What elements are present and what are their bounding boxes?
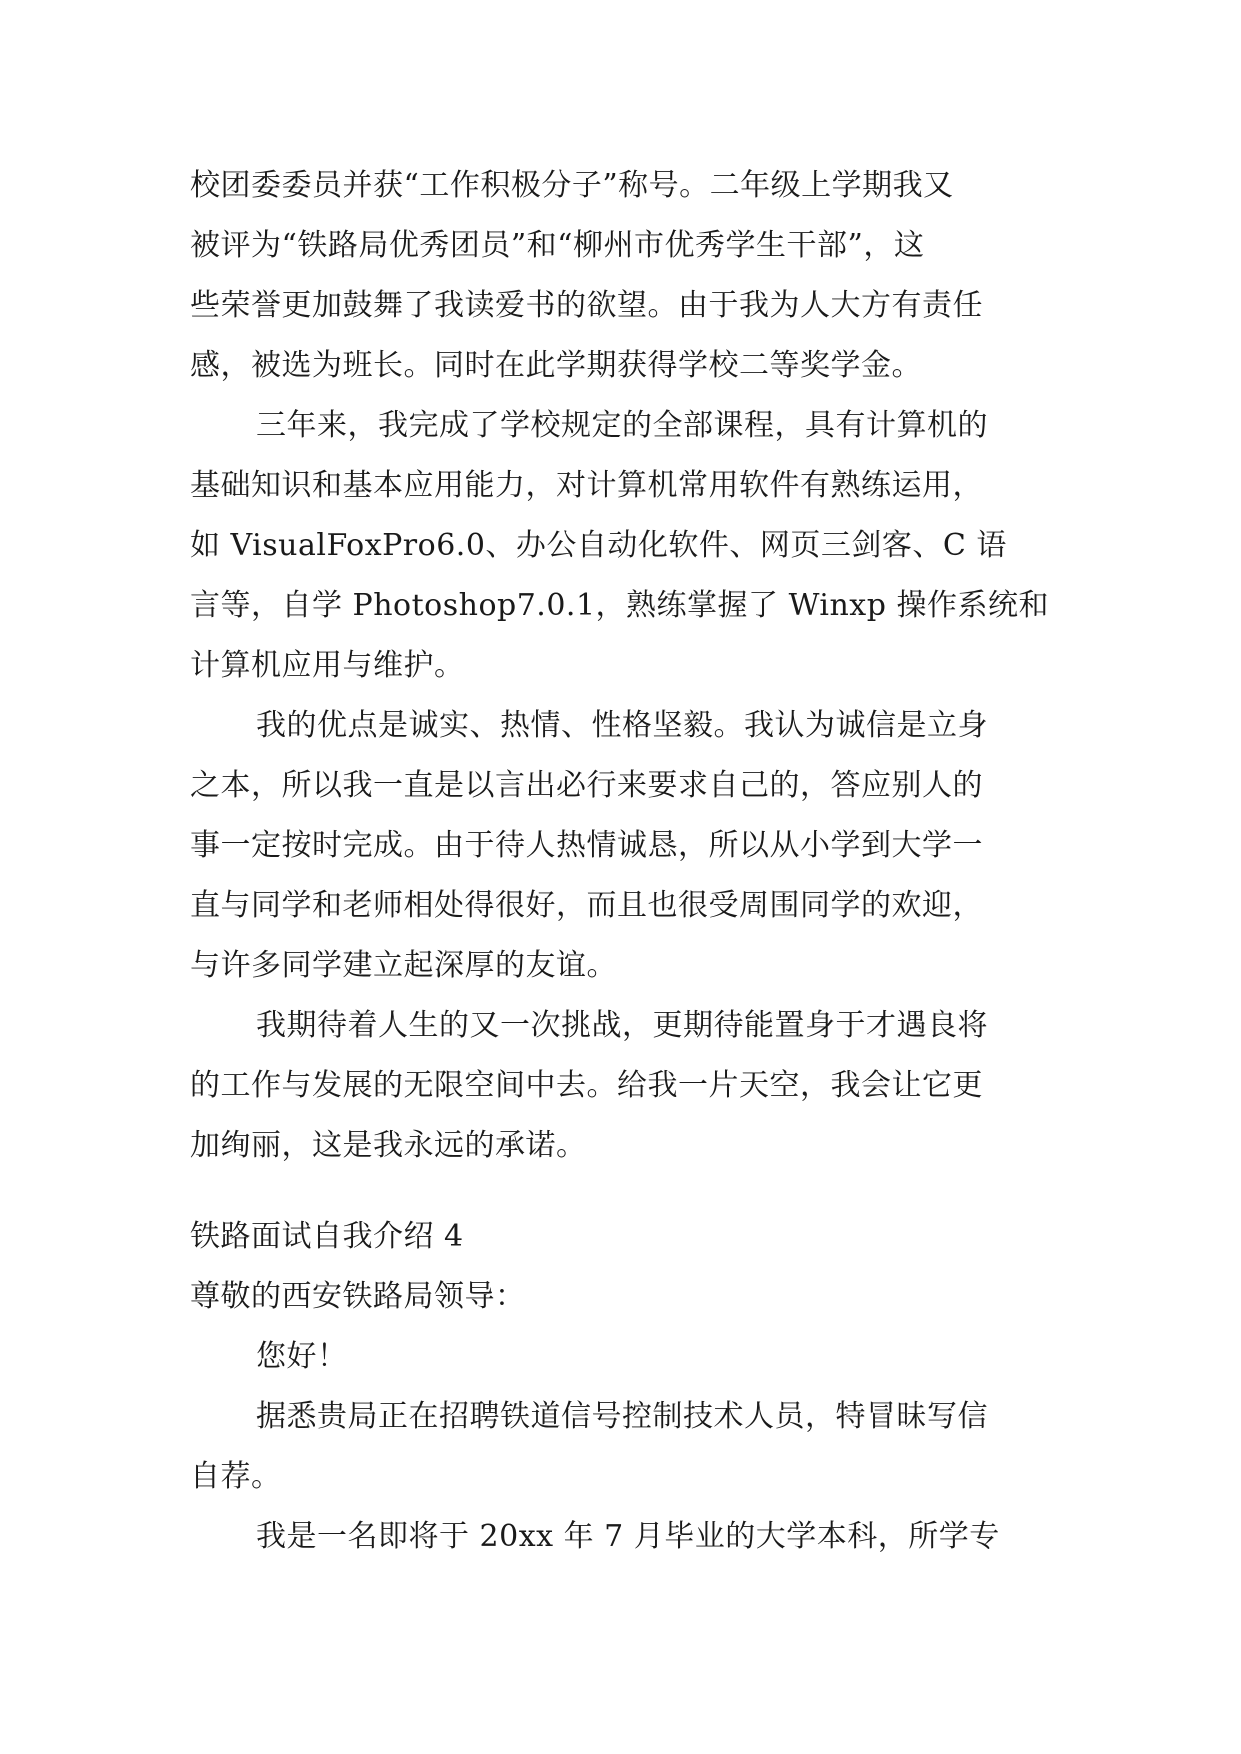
greeting-line: 您好！ [256,1339,348,1374]
text-line: 计算机应用与维护。 [190,648,465,683]
text-line: 基础知识和基本应用能力，对计算机常用软件有熟练运用， [190,468,983,503]
text-line: 校团委委员并获“工作积极分子”称号。二年级上学期我又 [190,168,954,203]
text-line: 如 VisualFoxPro6.0、办公自动化软件、网页三剑客、C 语 [190,528,1007,563]
text-line: 感，被选为班长。同时在此学期获得学校二等奖学金。 [190,348,922,383]
text-line: 之本，所以我一直是以言出必行来要求自己的，答应别人的 [190,768,983,803]
text-line: 加绚丽，这是我永远的承诺。 [190,1128,587,1163]
letter-salutation: 尊敬的西安铁路局领导： [190,1279,526,1314]
section-heading: 铁路面试自我介绍 4 [190,1219,464,1254]
text-line: 的工作与发展的无限空间中去。给我一片天空，我会让它更 [190,1068,983,1103]
text-line: 事一定按时完成。由于待人热情诚恳，所以从小学到大学一 [190,828,983,863]
paragraph-start-line: 三年来，我完成了学校规定的全部课程，具有计算机的 [256,408,988,443]
text-line: 自荐。 [190,1459,282,1494]
paragraph-start-line: 我的优点是诚实、热情、性格坚毅。我认为诚信是立身 [256,708,988,743]
paragraph-start-line: 我是一名即将于 20xx 年 7 月毕业的大学本科，所学专 [256,1519,1000,1554]
text-line: 些荣誉更加鼓舞了我读爱书的欲望。由于我为人大方有责任 [190,288,983,323]
text-line: 被评为“铁路局优秀团员”和“柳州市优秀学生干部”，这 [190,228,925,263]
text-line: 与许多同学建立起深厚的友谊。 [190,948,617,983]
paragraph-start-line: 我期待着人生的又一次挑战，更期待能置身于才遇良将 [256,1008,988,1043]
text-line: 言等，自学 Photoshop7.0.1，熟练掌握了 Winxp 操作系统和 [190,588,1049,623]
paragraph-start-line: 据悉贵局正在招聘铁道信号控制技术人员，特冒昧写信 [256,1399,988,1434]
text-line: 直与同学和老师相处得很好，而且也很受周围同学的欢迎， [190,888,983,923]
